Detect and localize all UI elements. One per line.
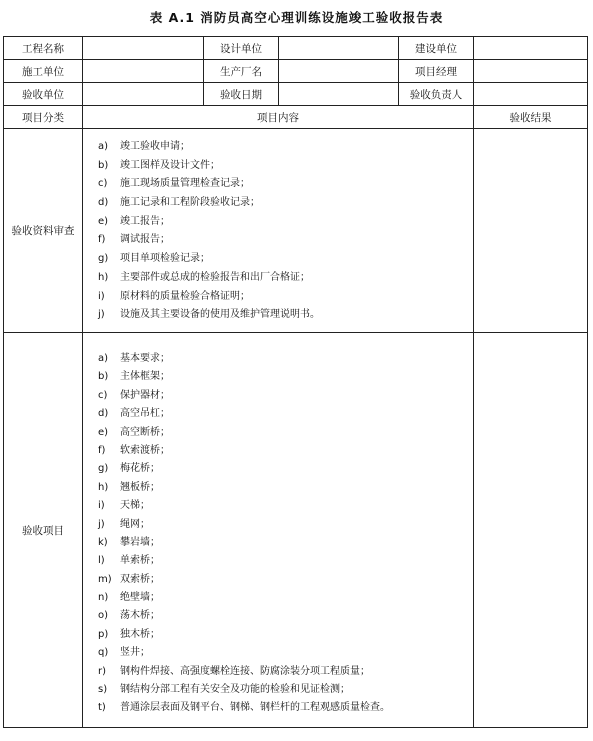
item-mark: m)	[98, 573, 112, 585]
item-mark: i)	[98, 290, 105, 302]
item-mark: k)	[98, 536, 108, 548]
value-construction-owner[interactable]	[474, 37, 588, 60]
item-mark: q)	[98, 647, 109, 659]
item-text: 绝壁墙；	[120, 592, 160, 604]
item-list	[83, 129, 473, 325]
item-mark: g)	[98, 463, 109, 475]
section-category: 验收资料审查	[4, 129, 83, 333]
item-text: 攀岩墙；	[120, 536, 160, 548]
value-project-manager[interactable]	[474, 60, 588, 83]
item-mark: a)	[98, 353, 109, 364]
item-text: 天梯；	[120, 500, 150, 512]
list-item	[98, 194, 473, 213]
list-item	[98, 460, 473, 478]
header-row	[4, 37, 588, 60]
item-text: 荡木桥；	[120, 610, 160, 622]
item-text: 施工现场质量管理检查记录；	[120, 178, 250, 190]
label-builder: 施工单位	[4, 60, 83, 83]
item-text: 设施及其主要设备的使用及维护管理说明书。	[120, 309, 320, 321]
item-text: 钢结构分部工程有关安全及功能的检验和见证检测；	[120, 684, 350, 696]
item-mark: j)	[98, 518, 105, 530]
list-item	[98, 306, 473, 325]
list-item	[98, 626, 473, 644]
list-item	[98, 175, 473, 194]
label-manufacturer: 生产厂名	[204, 60, 279, 83]
item-mark: n)	[98, 592, 109, 604]
item-mark: c)	[98, 389, 108, 401]
item-mark: e)	[98, 426, 109, 438]
item-text: 调试报告；	[120, 234, 170, 246]
item-mark: b)	[98, 159, 109, 171]
item-mark: h)	[98, 271, 109, 283]
value-design-unit[interactable]	[279, 37, 399, 60]
list-item	[98, 269, 473, 288]
item-text: 竣工图样及设计文件；	[120, 159, 220, 171]
label-project-manager: 项目经理	[399, 60, 474, 83]
list-item	[98, 157, 473, 176]
item-mark: b)	[98, 371, 109, 383]
column-header-row	[4, 106, 588, 129]
list-item	[98, 250, 473, 269]
item-text: 保护器材；	[120, 389, 170, 401]
item-text: 竣工报告；	[120, 215, 170, 227]
item-text: 钢构件焊接、高强度螺栓连接、防腐涂装分项工程质量；	[120, 665, 370, 677]
label-construction-owner: 建设单位	[399, 37, 474, 60]
header-row	[4, 60, 588, 83]
list-item	[98, 368, 473, 386]
item-text: 原材料的质量检验合格证明；	[120, 290, 250, 302]
item-text: 独木桥；	[120, 628, 160, 640]
col-category: 项目分类	[4, 106, 83, 129]
item-text: 主体框架；	[120, 371, 170, 383]
label-acceptance-unit: 验收单位	[4, 83, 83, 106]
item-text: 普通涂层表面及钢平台、钢梯、钢栏杆的工程观感质量检查。	[120, 702, 390, 714]
item-mark: f)	[98, 234, 106, 246]
item-text: 双索桥；	[120, 573, 160, 585]
item-mark: o)	[98, 610, 109, 622]
item-mark: d)	[98, 408, 109, 420]
list-item	[98, 534, 473, 552]
list-item	[98, 138, 473, 157]
section-category: 验收项目	[4, 333, 83, 728]
list-item	[98, 350, 473, 368]
item-text: 单索桥；	[120, 555, 160, 567]
item-text: 施工记录和工程阶段验收记录；	[120, 197, 260, 209]
item-mark: f)	[98, 444, 106, 456]
label-acceptance-leader: 验收负责人	[399, 83, 474, 106]
item-text: 竣工验收申请；	[120, 141, 190, 152]
col-content: 项目内容	[83, 106, 474, 129]
value-builder[interactable]	[83, 60, 204, 83]
label-design-unit: 设计单位	[204, 37, 279, 60]
list-item	[98, 681, 473, 699]
item-mark: a)	[98, 141, 109, 152]
item-mark: r)	[98, 665, 107, 677]
section-content	[83, 333, 474, 728]
item-text: 翘板桥；	[120, 481, 160, 493]
item-text: 基本要求；	[120, 353, 170, 364]
item-text: 高空断桥；	[120, 426, 170, 438]
list-item	[98, 442, 473, 460]
label-acceptance-date: 验收日期	[204, 83, 279, 106]
item-mark: s)	[98, 684, 108, 696]
item-mark: p)	[98, 628, 109, 640]
value-acceptance-leader[interactable]	[474, 83, 588, 106]
table-title: 表 A.1 消防员高空心理训练设施竣工验收报告表	[149, 10, 444, 25]
list-item	[98, 699, 473, 717]
list-item	[98, 288, 473, 307]
col-result: 验收结果	[474, 106, 588, 129]
item-text: 梅花桥；	[120, 463, 160, 475]
list-item	[98, 571, 473, 589]
value-manufacturer[interactable]	[279, 60, 399, 83]
item-mark: d)	[98, 197, 109, 209]
list-item	[98, 479, 473, 497]
item-text: 项目单项检验记录；	[120, 253, 210, 265]
list-item	[98, 213, 473, 232]
item-mark: j)	[98, 309, 105, 321]
list-item	[98, 607, 473, 625]
item-mark: h)	[98, 481, 109, 493]
value-project-name[interactable]	[83, 37, 204, 60]
item-mark: e)	[98, 215, 109, 227]
item-text: 高空吊杠；	[120, 408, 170, 420]
value-acceptance-unit[interactable]	[83, 83, 204, 106]
section-content	[83, 129, 474, 333]
list-item	[98, 405, 473, 423]
item-mark: t)	[98, 702, 106, 714]
header-row	[4, 83, 588, 106]
section-row	[4, 129, 588, 333]
item-mark: l)	[98, 555, 105, 567]
list-item	[98, 231, 473, 250]
list-item	[98, 516, 473, 534]
section-result[interactable]	[474, 333, 588, 728]
item-text: 软索渡桥；	[120, 444, 170, 456]
list-item	[98, 552, 473, 570]
item-text: 主要部件或总成的检验报告和出厂合格证；	[120, 271, 310, 283]
item-list	[83, 333, 473, 718]
item-text: 绳网；	[120, 518, 150, 530]
item-text: 竖井；	[120, 647, 150, 659]
item-mark: c)	[98, 178, 108, 190]
item-mark: g)	[98, 253, 109, 265]
section-row	[4, 333, 588, 728]
acceptance-report-table	[3, 36, 588, 728]
item-mark: i)	[98, 500, 105, 512]
list-item	[98, 387, 473, 405]
list-item	[98, 663, 473, 681]
list-item	[98, 497, 473, 515]
label-project-name: 工程名称	[4, 37, 83, 60]
list-item	[98, 424, 473, 442]
list-item	[98, 644, 473, 662]
list-item	[98, 589, 473, 607]
value-acceptance-date[interactable]	[279, 83, 399, 106]
section-result[interactable]	[474, 129, 588, 333]
